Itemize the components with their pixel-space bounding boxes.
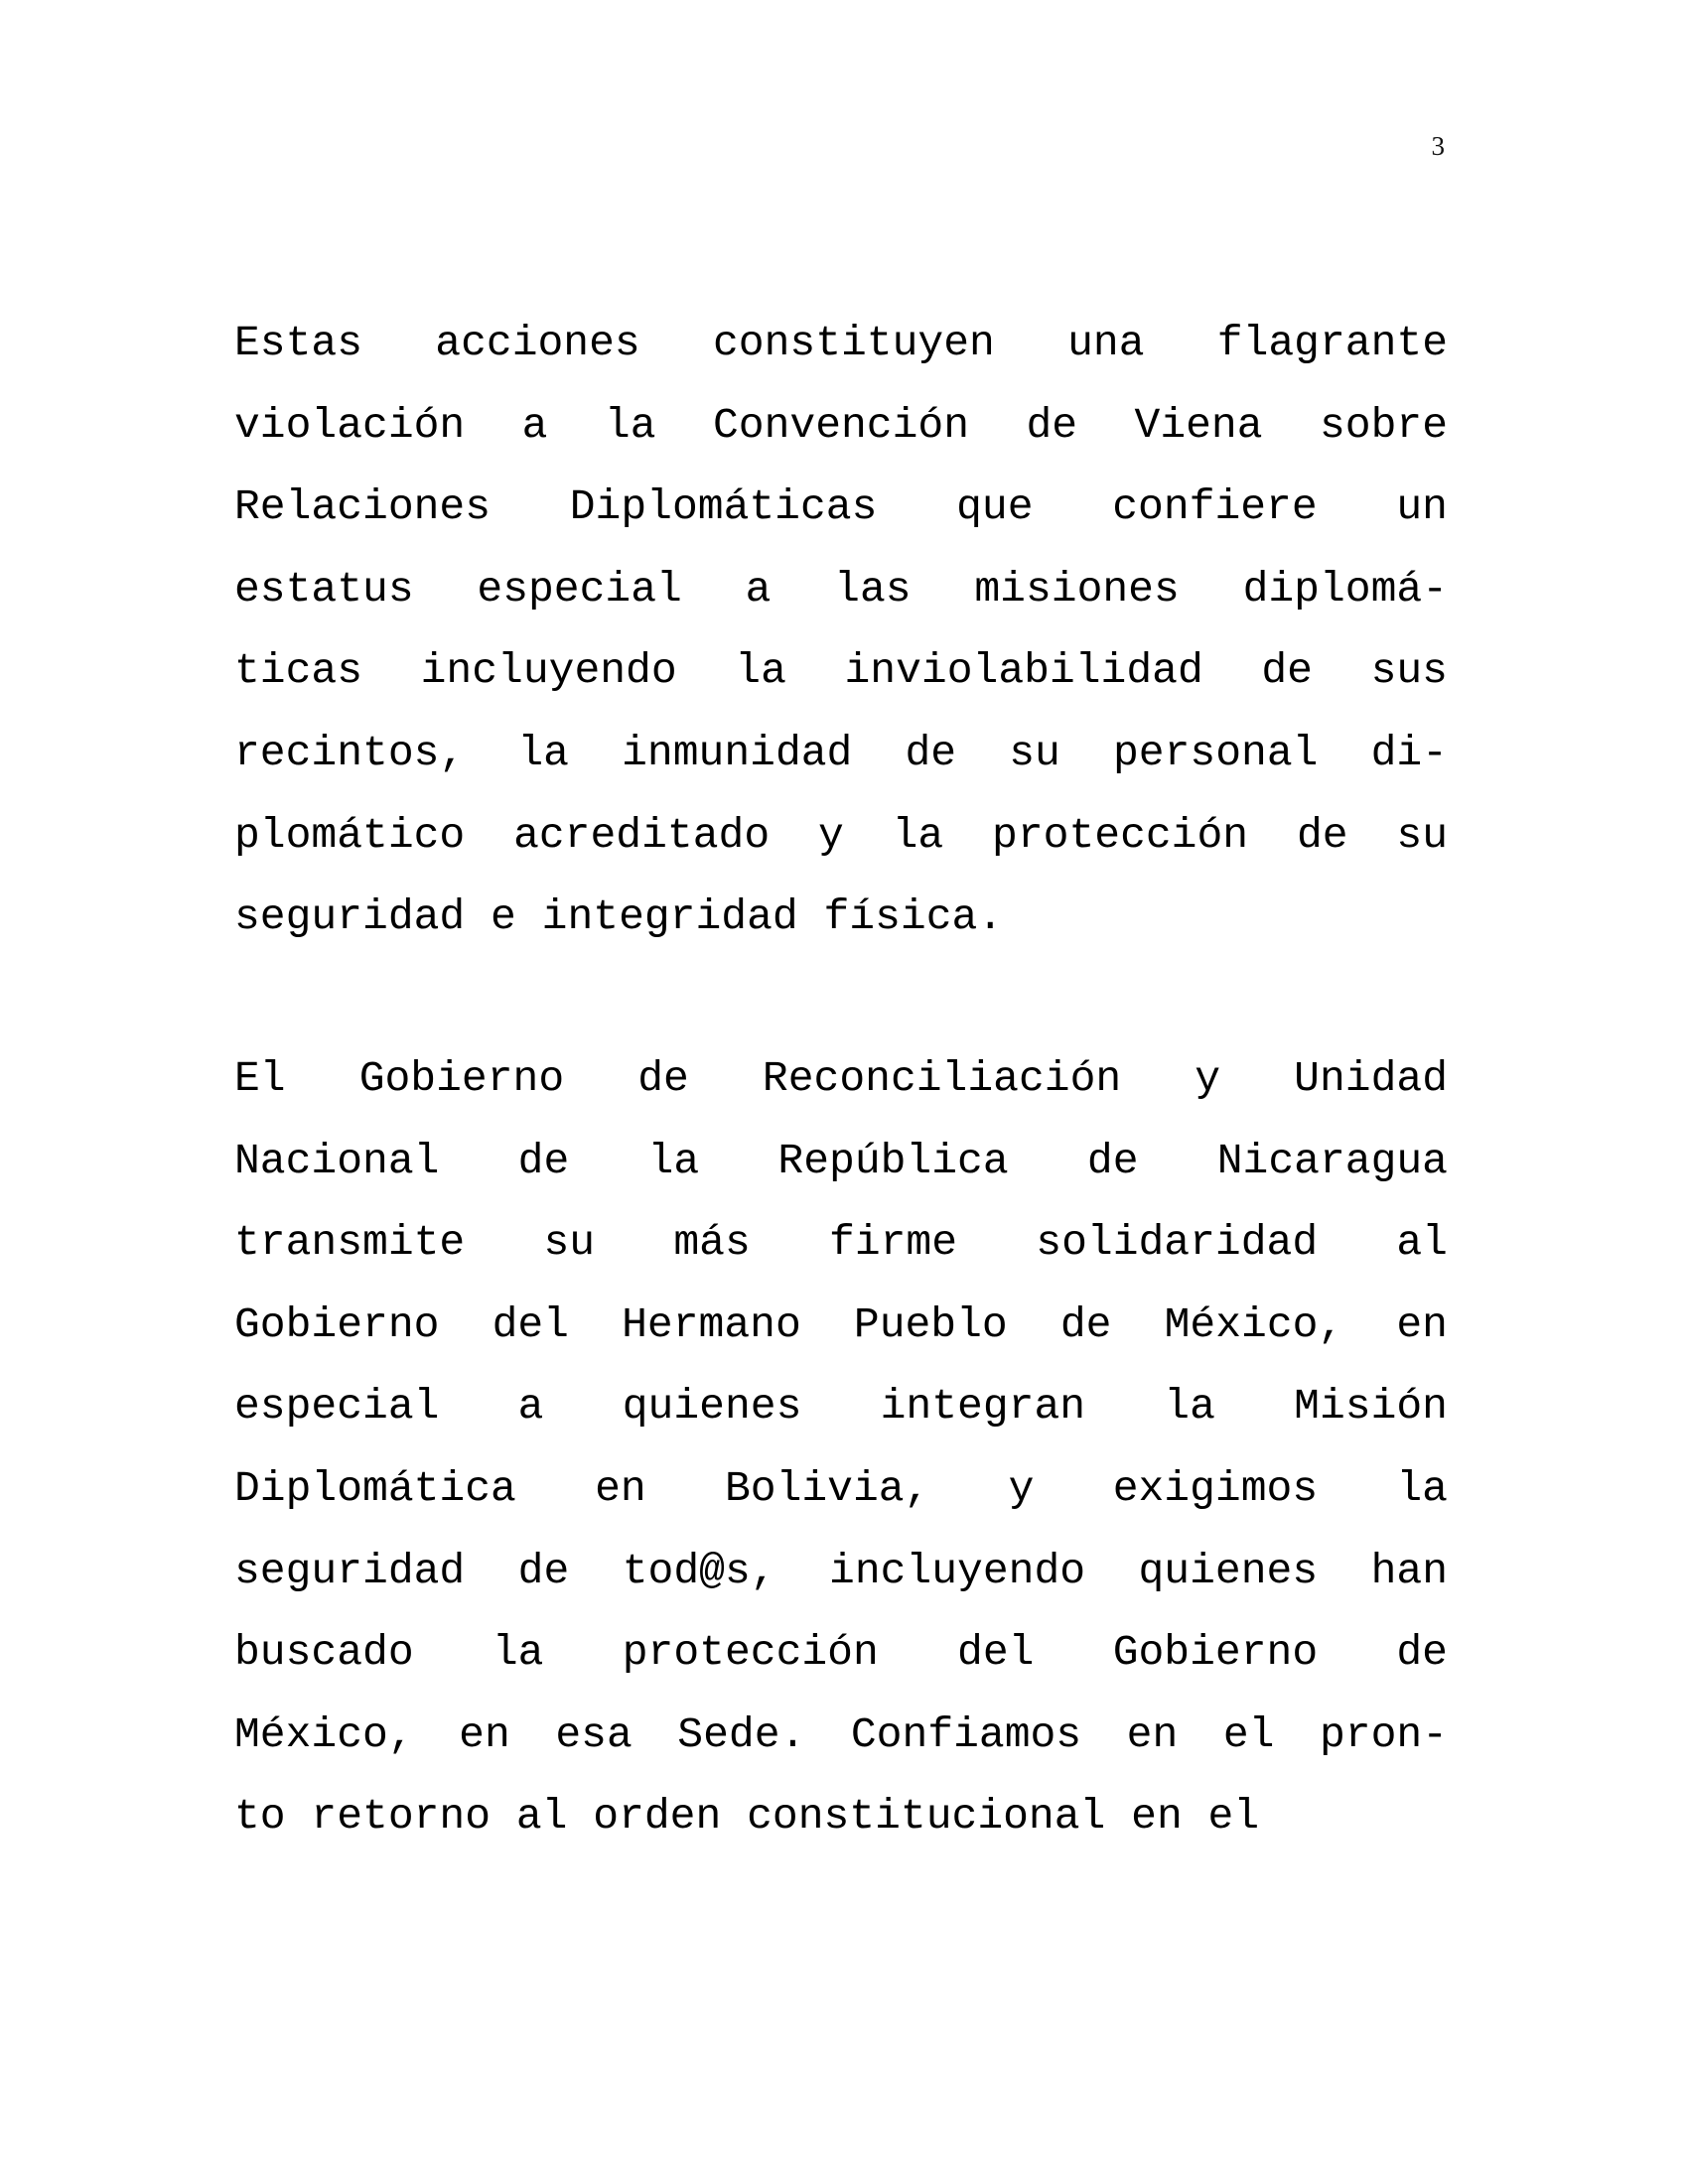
text-line: Estas acciones constituyen una flagrante: [234, 319, 1448, 367]
text-line: ticas incluyendo la inviolabilidad de sus: [234, 646, 1448, 696]
page-number: 3: [1431, 131, 1445, 161]
text-line: plomático acreditado y la protección de su: [234, 810, 1448, 860]
text-line: estatus especial a las misiones diplomá-: [234, 564, 1448, 614]
text-line: recintos, la inmunidad de su personal di-: [234, 728, 1448, 777]
text-line: México, en esa Sede. Confiamos en el pron-: [234, 1709, 1448, 1759]
text-line: Gobierno del Hermano Pueblo de México, en: [234, 1299, 1448, 1349]
text-line: seguridad de tod@s, incluyendo quienes han: [234, 1546, 1448, 1595]
text-line: Nacional de la República de Nicaragua: [234, 1136, 1448, 1185]
text-line: especial a quienes integran la Misión: [234, 1382, 1448, 1432]
text-line: violación a la Convención de Viena sobre: [234, 400, 1448, 450]
paragraph-solidarity: [234, 1038, 1448, 1858]
text-line: Relaciones Diplomáticas que confiere un: [234, 482, 1448, 532]
text-line: Diplomática en Bolivia, y exigimos la: [234, 1463, 1448, 1513]
text-line: buscado la protección del Gobierno de: [234, 1628, 1448, 1678]
text-line: seguridad e integridad física.: [234, 892, 1004, 942]
text-line: El Gobierno de Reconciliación y Unidad: [234, 1054, 1448, 1103]
paragraph-convention-violation: [234, 303, 1448, 959]
text-line: transmite su más firme solidaridad al: [234, 1218, 1448, 1268]
text-line: to retorno al orden constitucional en el: [234, 1792, 1260, 1842]
